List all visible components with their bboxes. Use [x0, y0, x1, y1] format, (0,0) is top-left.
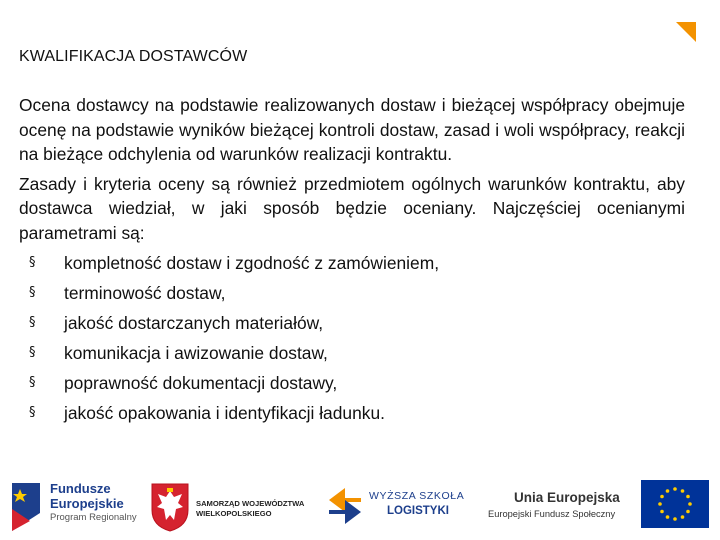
- unia-europejska-text: [488, 490, 633, 530]
- eu-star: [660, 510, 664, 514]
- fe-line1: Fundusze: [50, 481, 111, 496]
- criteria-list: [19, 248, 685, 428]
- list-item: [19, 338, 685, 368]
- eu-star: [686, 510, 690, 514]
- eu-star: [686, 495, 690, 499]
- slide-title: KWALIFIKACJA DOSTAWCÓW: [19, 48, 248, 65]
- list-item: [19, 278, 685, 308]
- samorzad-line1: SAMORZĄD WOJEWÓDZTWA: [196, 499, 305, 508]
- list-item: [19, 398, 685, 428]
- samorzad-line2: WIELKOPOLSKIEGO: [196, 509, 272, 518]
- bullet-marker: §: [29, 285, 36, 300]
- list-item-text: kompletność dostaw i zgodność z zamówieniem,: [64, 253, 440, 273]
- bullet-marker: §: [29, 405, 36, 420]
- bullet-marker: §: [29, 375, 36, 390]
- wsl-line1: WYŻSZA SZKOŁA: [369, 490, 465, 502]
- fe-line2: Europejskie: [50, 496, 124, 511]
- list-item: [19, 248, 685, 278]
- ue-line2: Europejski Fundusz Społeczny: [488, 509, 616, 519]
- wsl-line2: LOGISTYKI: [387, 505, 449, 517]
- list-item-text: jakość opakowania i identyfikacji ładunku.: [64, 403, 385, 423]
- footer-logos: [0, 472, 720, 540]
- corner-triangle-accent: [676, 22, 696, 42]
- fundusze-europejskie-logo: [10, 477, 145, 535]
- list-item: [19, 308, 685, 338]
- eu-star: [666, 515, 670, 519]
- eu-star: [660, 495, 664, 499]
- eu-star: [681, 515, 685, 519]
- eu-star: [681, 489, 685, 493]
- list-item: [19, 368, 685, 398]
- ue-line1: Unia Europejska: [514, 490, 620, 505]
- eu-flag-icon: [641, 480, 709, 528]
- wsl-logo: [325, 484, 485, 530]
- eagle-shield-icon: [150, 482, 190, 532]
- list-item-text: poprawność dokumentacji dostawy,: [64, 373, 338, 393]
- eu-star: [673, 517, 677, 521]
- samorzad-logo: [150, 480, 320, 536]
- paragraph-1: Ocena dostawcy na podstawie realizowanych dostaw i bieżącej współpracy obejmuje ocenę na podstawie wyników bieżącej kontroli dostaw, zasad i woli współpracy, reakcji na bieżące odchylenia od warunków realizacji kontraktu.: [19, 95, 685, 164]
- slide-content: [19, 93, 685, 428]
- paragraph-2: Zasady i kryteria oceny są również przedmiotem ogólnych warunków kontraktu, aby dostawca wiedział, w jaki sposób będzie oceniany. Najczęściej ocenianymi parametrami są:: [19, 173, 685, 243]
- eu-star: [673, 487, 677, 491]
- fe-emblem-icon: [10, 481, 46, 533]
- bullet-marker: §: [29, 345, 36, 360]
- wsl-arrows-icon: [325, 486, 365, 526]
- eu-star: [666, 489, 670, 493]
- list-item-text: komunikacja i awizowanie dostaw,: [64, 343, 328, 363]
- bullet-marker: §: [29, 255, 36, 270]
- list-item-text: terminowość dostaw,: [64, 283, 226, 303]
- list-item-text: jakość dostarczanych materiałów,: [64, 313, 324, 333]
- bullet-marker: §: [29, 315, 36, 330]
- fe-line3: Program Regionalny: [50, 512, 137, 523]
- eu-star: [688, 502, 692, 506]
- eu-star: [658, 502, 662, 506]
